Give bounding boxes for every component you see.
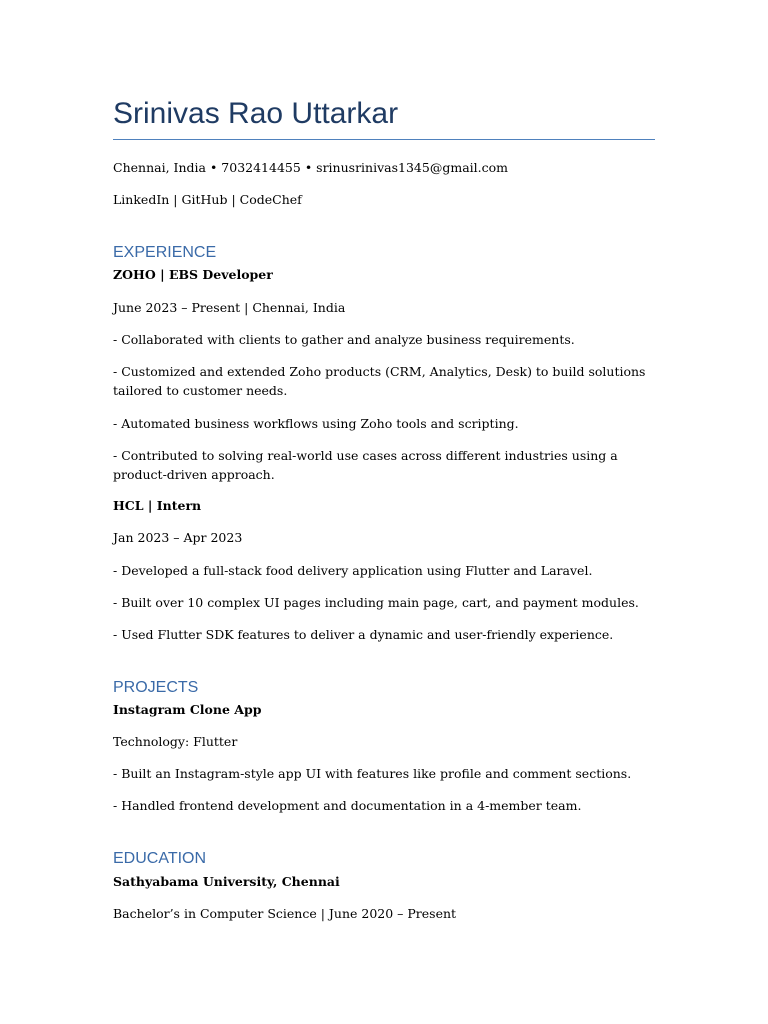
job-meta-zoho: June 2023 – Present | Chennai, India <box>113 300 346 315</box>
project-point-instagram-1: - Built an Instagram-style app UI with features like profile and comment sections. <box>113 766 632 781</box>
job-point-hcl-2: - Built over 10 complex UI pages including main page, cart, and payment modules. <box>113 595 639 610</box>
link-separator-1: | <box>173 192 178 207</box>
contact-city: Chennai, India <box>113 160 206 175</box>
job-title-hcl: HCL | Intern <box>113 498 202 513</box>
linkedin-link[interactable]: LinkedIn <box>113 192 170 207</box>
name-underline-divider <box>113 139 655 140</box>
education-heading: EDUCATION <box>113 850 207 867</box>
contact-bullet-2: • <box>304 160 313 175</box>
profile-links-line <box>113 190 302 209</box>
contact-line <box>113 158 508 177</box>
job-point-zoho-3: - Automated business workflows using Zoho tools and scripting. <box>113 416 519 431</box>
education-institution: Sathyabama University, Chennai <box>113 874 340 889</box>
job-point-hcl-1: - Developed a full-stack food delivery application using Flutter and Laravel. <box>113 563 593 578</box>
contact-phone: 7032414455 <box>221 160 301 175</box>
candidate-name: Srinivas Rao Uttarkar <box>113 97 399 130</box>
contact-bullet-1: • <box>209 160 218 175</box>
contact-email[interactable]: srinusrinivas1345@gmail.com <box>316 160 508 175</box>
project-point-instagram-2: - Handled frontend development and documentation in a 4-member team. <box>113 798 582 813</box>
education-degree: Bachelor’s in Computer Science | June 2020 – Present <box>113 906 457 921</box>
job-point-hcl-3: - Used Flutter SDK features to deliver a dynamic and user-friendly experience. <box>113 627 614 642</box>
job-title-zoho: ZOHO | EBS Developer <box>113 267 273 282</box>
job-point-zoho-1: - Collaborated with clients to gather and analyze business requirements. <box>113 332 575 347</box>
project-title-instagram: Instagram Clone App <box>113 702 262 717</box>
job-meta-hcl: Jan 2023 – Apr 2023 <box>113 530 243 545</box>
projects-heading: PROJECTS <box>113 679 199 696</box>
link-separator-2: | <box>231 192 236 207</box>
github-link[interactable]: GitHub <box>181 192 228 207</box>
project-meta-instagram: Technology: Flutter <box>113 734 238 749</box>
experience-heading: EXPERIENCE <box>113 244 217 261</box>
codechef-link[interactable]: CodeChef <box>239 192 302 207</box>
job-point-zoho-2: - Customized and extended Zoho products (CRM, Analytics, Desk) to build solutions tailored to customer needs. <box>113 364 646 398</box>
job-point-zoho-4: - Contributed to solving real-world use cases across different industries using a product-driven approach. <box>113 448 618 482</box>
